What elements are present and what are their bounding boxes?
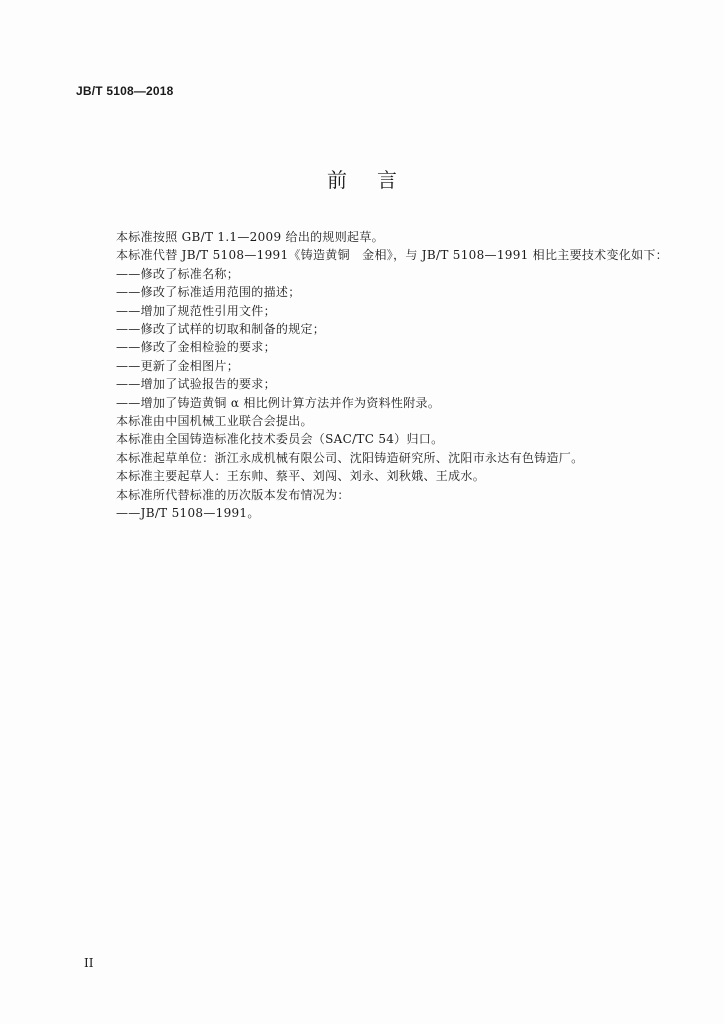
paragraph: 本标准所代替标准的历次版本发布情况为： [116,487,350,502]
list-item: ——更新了金相图片； [116,358,240,373]
paragraph: 本标准由中国机械工业联合会提出。 [116,414,313,429]
paragraph: 本标准按照 GB/T 1.1—2009 给出的规则起草。 [116,230,384,244]
paragraph: 本标准代替 JB/T 5108—1991《铸造黄铜 金相》，与 JB/T 5108—1991 相比主要技术变化如下： [116,248,668,263]
paragraph: 本标准起草单位：浙江永成机械有限公司、沈阳铸造研究所、沈阳市永达有色铸造厂。 [116,450,584,465]
document-code: JB/T 5108—2018 [76,84,174,98]
list-item: ——修改了金相检验的要求； [116,340,276,355]
paragraph: 本标准主要起草人：王东帅、蔡平、刘闯、刘永、刘秋娥、王成水。 [116,469,486,484]
list-item: ——增加了规范性引用文件； [116,303,276,318]
list-item: ——增加了铸造黄铜 α 相比例计算方法并作为资料性附录。 [116,395,441,410]
page-number: II [84,956,94,970]
list-item: ——增加了试验报告的要求； [116,377,276,392]
foreword-body [116,228,676,523]
page-title: 前言 [327,168,427,192]
list-item: ——修改了标准适用范围的描述； [116,285,301,300]
list-item: ——修改了试样的切取和制备的规定； [116,322,326,337]
paragraph: 本标准由全国铸造标准化技术委员会（SAC/TC 54）归口。 [116,432,444,447]
list-item: ——JB/T 5108—1991。 [116,506,260,521]
list-item: ——修改了标准名称； [116,266,240,281]
